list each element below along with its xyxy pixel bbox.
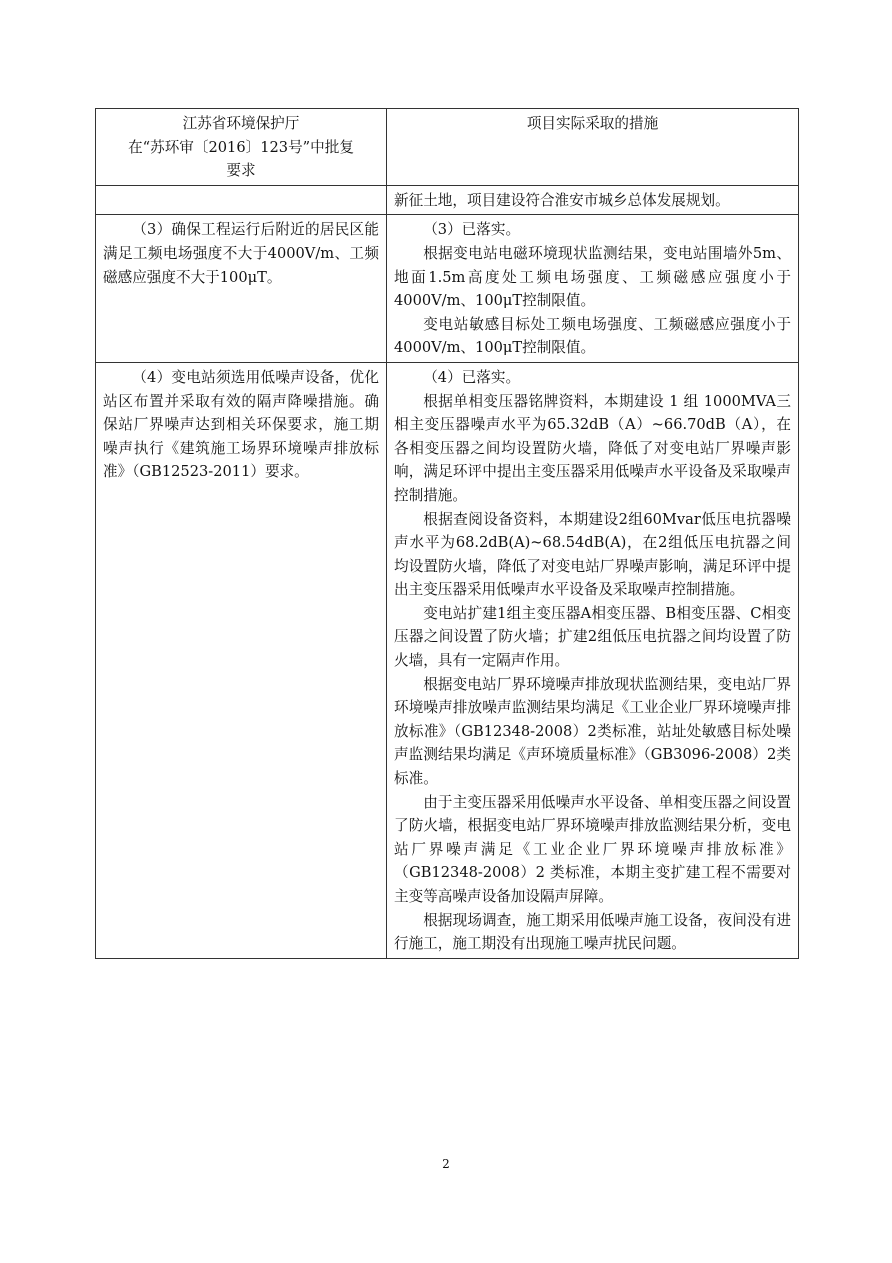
measure-paragraph: 由于主变压器采用低噪声水平设备、单相变压器之间设置了防火墙，根据变电站厂界环境噪声排放监测结果分析，变电站厂界噪声满足《工业企业厂界环境噪声排放标准》（GB12348-2008）2 类标准，本期主变扩建工程不需要对主变等高噪声设备加设隔声屏障。 xyxy=(394,793,791,905)
header-requirement-line3: 要求 xyxy=(226,162,256,180)
requirement-text: （3）确保工程运行后附近的居民区能满足工频电场强度不大于4000V/m、工频磁感应强度不大于100μT。 xyxy=(103,221,379,286)
table-row xyxy=(96,185,799,215)
requirements-table xyxy=(95,108,799,959)
table-header-row xyxy=(96,109,799,186)
measure-paragraph: （4）已落实。 xyxy=(423,368,521,386)
page-number: 2 xyxy=(442,1157,450,1171)
measures-cell xyxy=(387,215,799,363)
measures-cell xyxy=(387,362,799,958)
measure-paragraph: 变电站敏感目标处工频电场强度、工频磁感应强度小于4000V/m、100μT控制限值。 xyxy=(394,315,791,357)
requirement-cell xyxy=(96,215,387,363)
measure-paragraph: 根据现场调查，施工期采用低噪声施工设备，夜间没有进行施工，施工期没有出现施工噪声扰民问题。 xyxy=(394,911,791,953)
table-row xyxy=(96,215,799,363)
measure-paragraph: 根据单相变压器铭牌资料，本期建设 1 组 1000MVA三相主变压器噪声水平为65.32dB（A）~66.70dB（A），在各相变压器之间均设置防火墙，降低了对变电站厂界噪声影响，满足环评中提出主变压器采用低噪声水平设备及采取噪声控制措施。 xyxy=(394,392,791,504)
measure-paragraph: 根据变电站电磁环境现状监测结果，变电站围墙外5m、地面1.5m高度处工频电场强度、工频磁感应强度小于4000V/m、100μT控制限值。 xyxy=(394,244,791,310)
requirement-cell xyxy=(96,362,387,958)
header-requirement-line2: 在“苏环审〔2016〕123号”中批复 xyxy=(128,138,354,156)
header-requirement-line1: 江苏省环境保护厅 xyxy=(182,115,300,132)
measure-paragraph: 根据变电站厂界环境噪声排放现状监测结果，变电站厂界环境噪声排放噪声监测结果均满足《工业企业厂界环境噪声排放标准》（GB12348-2008）2类标准，站址处敏感目标处噪声监测结果均满足《声环境质量标准》（GB3096-2008）2类标准。 xyxy=(394,675,791,788)
header-measures-cell: 项目实际采取的措施 xyxy=(387,109,799,186)
measure-paragraph: （3）已落实。 xyxy=(423,221,521,239)
measures-cell xyxy=(387,185,799,215)
requirement-cell xyxy=(96,185,387,215)
measure-paragraph: 变电站扩建1组主变压器A相变压器、B相变压器、C相变压器之间设置了防火墙；扩建2组低压电抗器之间均设置了防火墙，具有一定隔声作用。 xyxy=(394,604,791,670)
table-row xyxy=(96,362,799,958)
measure-paragraph: 新征土地，项目建设符合淮安市城乡总体发展规划。 xyxy=(394,191,730,209)
header-requirement-cell xyxy=(96,109,387,186)
measure-paragraph: 根据查阅设备资料，本期建设2组60Mvar低压电抗器噪声水平为68.2dB(A)~68.54dB(A)，在2组低压电抗器之间均设置防火墙，降低了对变电站厂界噪声影响，满足环评中提出主变压器采用低噪声水平设备及采取噪声控制措施。 xyxy=(394,510,791,599)
requirement-text: （4）变电站须选用低噪声设备，优化站区布置并采取有效的隔声降噪措施。确保站厂界噪声达到相关环保要求，施工期噪声执行《建筑施工场界环境噪声排放标准》（GB12523-2011）要求。 xyxy=(103,368,379,481)
